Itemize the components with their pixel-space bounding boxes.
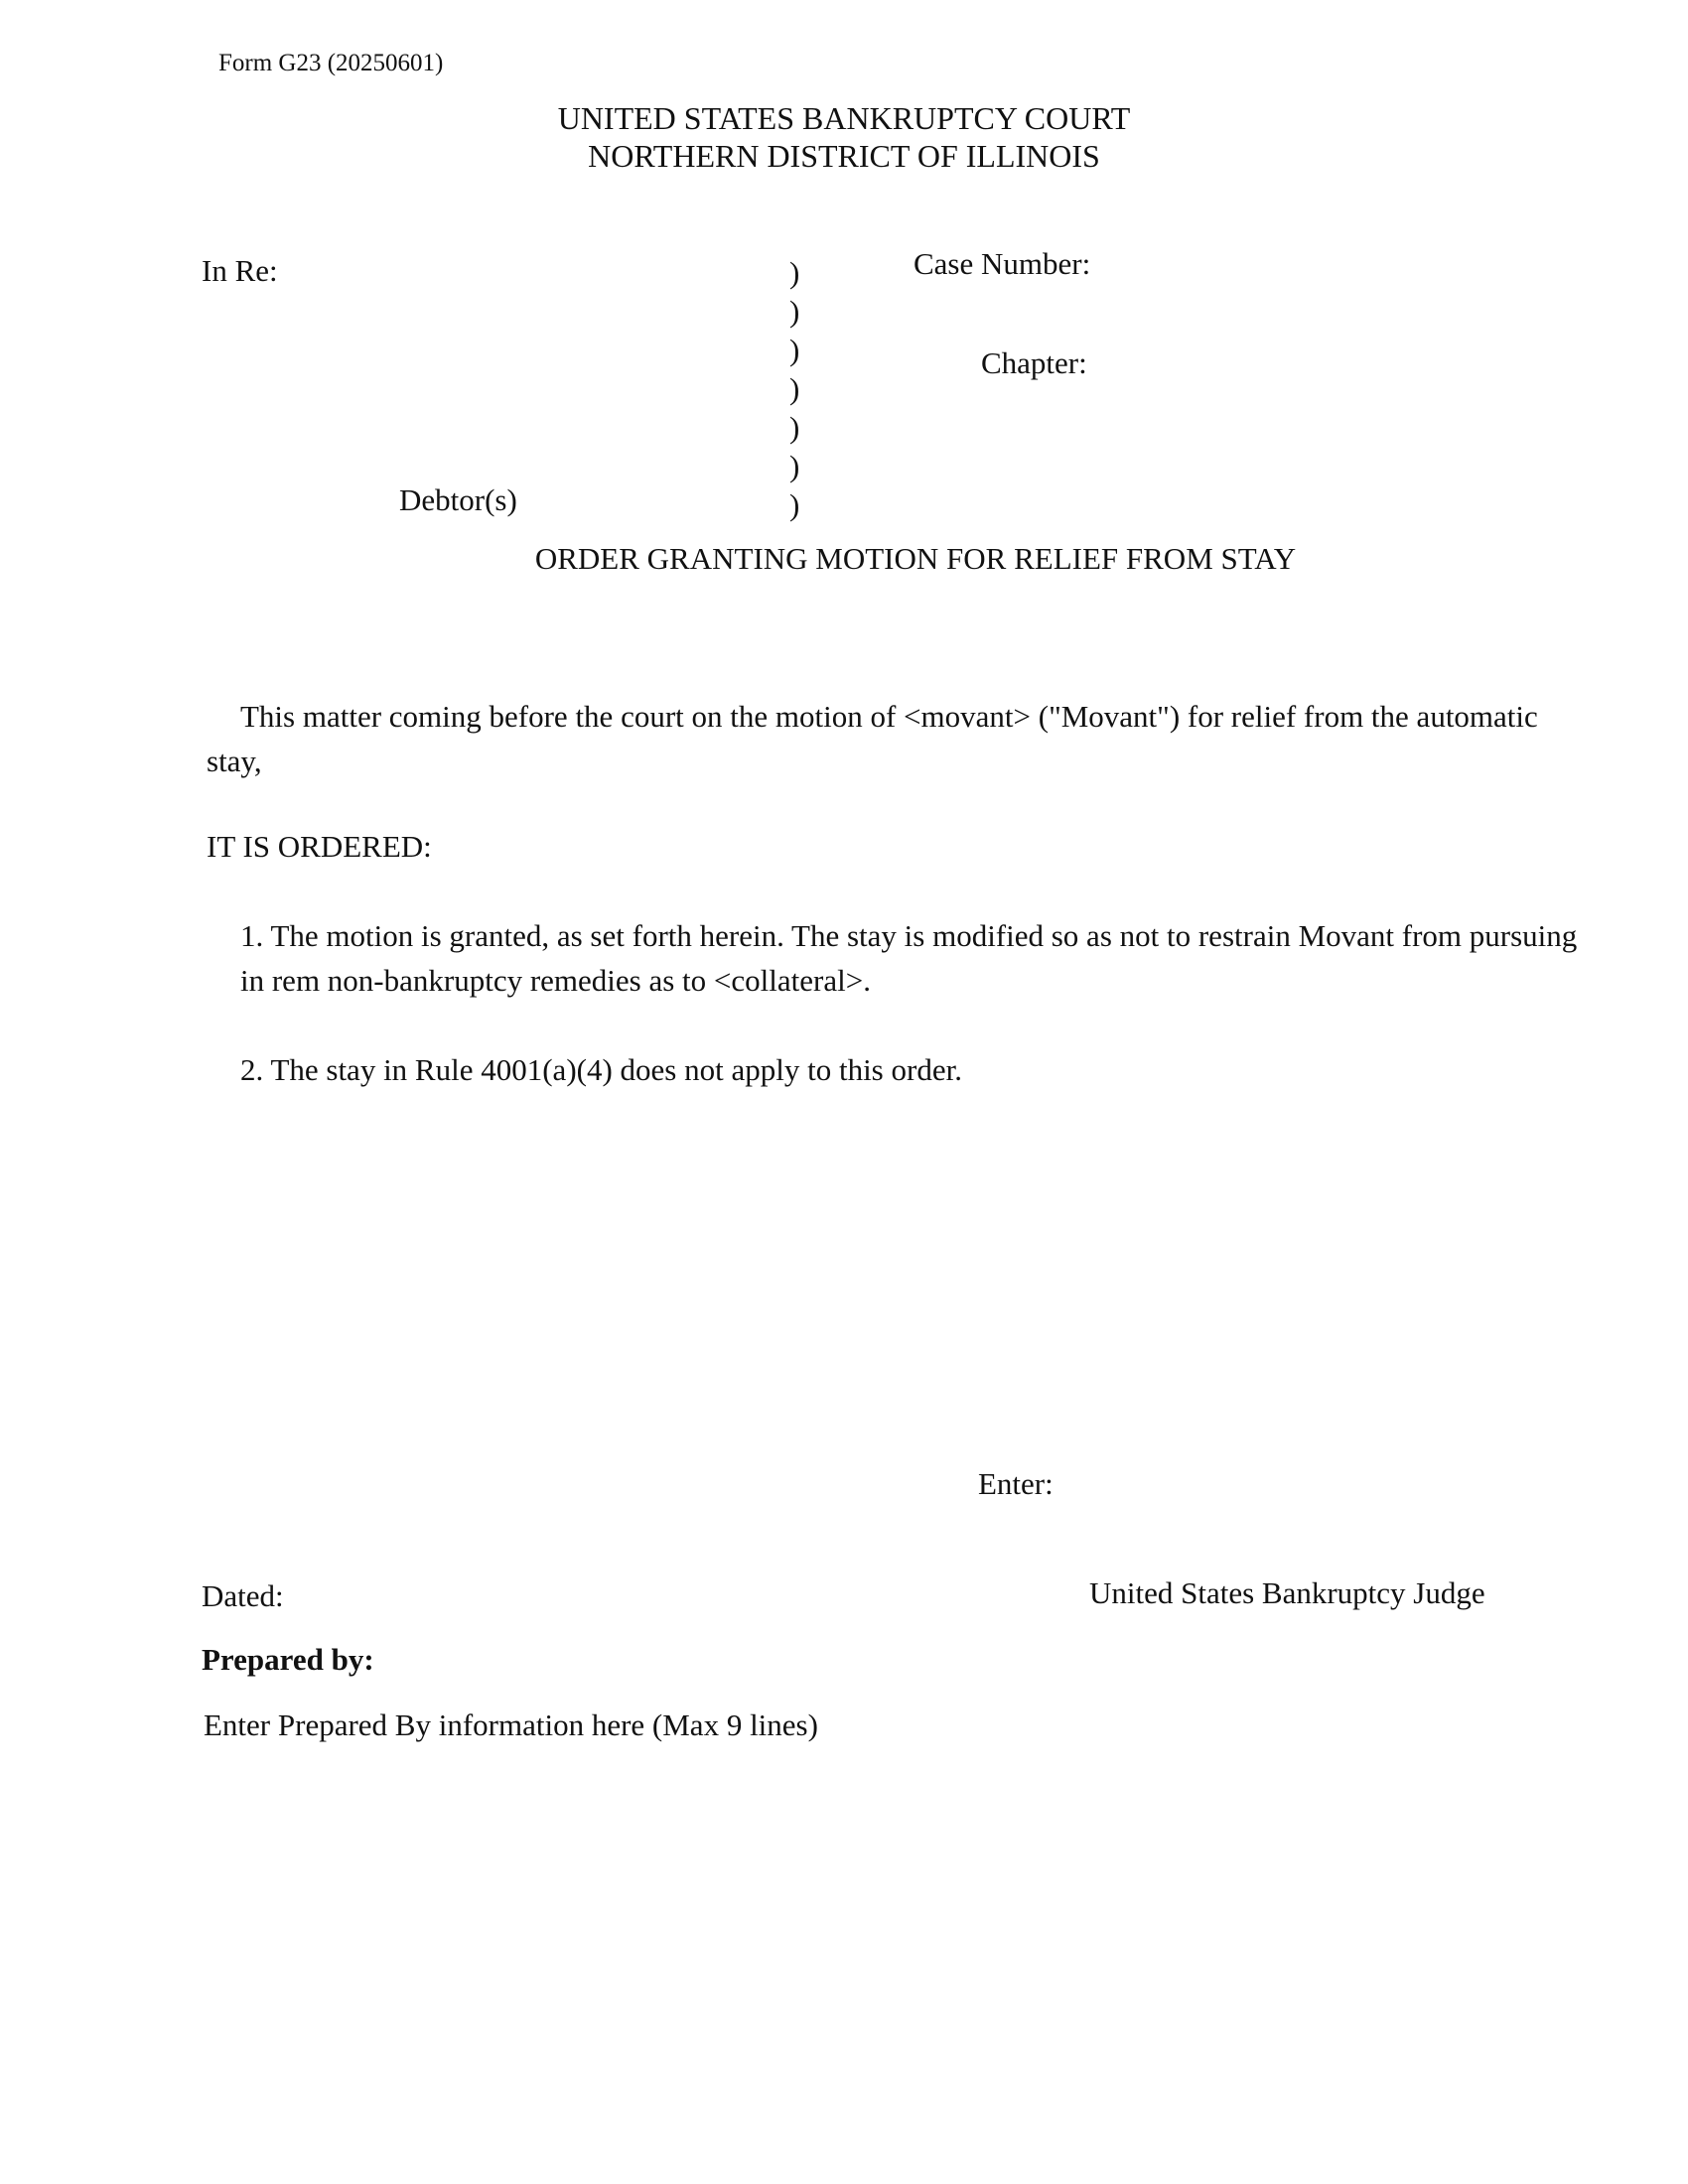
in-re-label: In Re: bbox=[202, 253, 278, 288]
it-is-ordered-label: IT IS ORDERED: bbox=[207, 829, 432, 864]
enter-label: Enter: bbox=[978, 1466, 1054, 1501]
caption-paren: ) bbox=[789, 371, 800, 406]
debtor-label: Debtor(s) bbox=[399, 482, 517, 517]
order-intro-paragraph: This matter coming before the court on the motion of <movant> ("Movant") for relief from the automatic stay, bbox=[207, 699, 1538, 778]
chapter-label: Chapter: bbox=[981, 345, 1087, 380]
order-title-text: ORDER GRANTING MOTION FOR RELIEF FROM STAY bbox=[534, 541, 1297, 576]
prepared-by-heading: Prepared by: bbox=[202, 1642, 374, 1677]
prepared-by-info: Enter Prepared By information here (Max 9 lines) bbox=[204, 1707, 818, 1742]
case-number-label: Case Number: bbox=[914, 246, 1091, 281]
court-district: NORTHERN DISTRICT OF ILLINOIS bbox=[588, 138, 1100, 174]
judge-signature-label: United States Bankruptcy Judge bbox=[1089, 1575, 1485, 1610]
order-item-1: 1. The motion is granted, as set forth herein. The stay is modified so as not to restrain Movant from pursuing in rem non-bankruptcy remedies as to <collateral>. bbox=[240, 918, 1578, 998]
caption-parentheses bbox=[789, 253, 799, 524]
order-item-2: 2. The stay in Rule 4001(a)(4) does not apply to this order. bbox=[240, 1052, 962, 1087]
court-heading bbox=[0, 99, 1688, 175]
form-id: Form G23 (20250601) bbox=[218, 50, 444, 76]
dated-label: Dated: bbox=[202, 1578, 284, 1613]
court-name: UNITED STATES BANKRUPTCY COURT bbox=[557, 100, 1131, 136]
order-title bbox=[0, 541, 1688, 577]
caption-paren: ) bbox=[789, 294, 800, 329]
caption-paren: ) bbox=[789, 487, 800, 522]
caption-paren: ) bbox=[789, 333, 800, 367]
caption-paren: ) bbox=[789, 255, 800, 290]
caption-paren: ) bbox=[789, 410, 800, 445]
caption-paren: ) bbox=[789, 449, 800, 483]
